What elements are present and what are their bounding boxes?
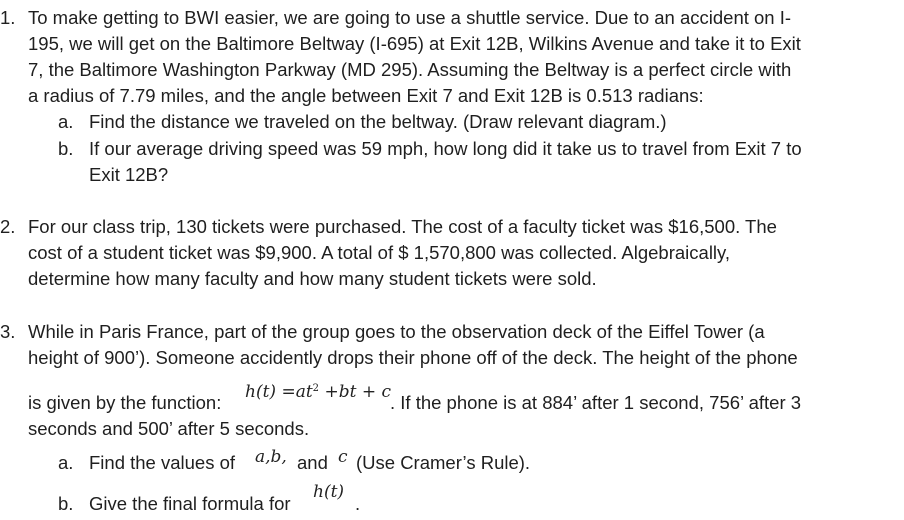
q3-a-marker: a. xyxy=(58,452,74,473)
q3-a-pre: Find the values of xyxy=(89,452,236,473)
q1-b-marker: b. xyxy=(58,138,74,159)
q1-a-marker: a. xyxy=(58,111,74,132)
q1-line-4: a radius of 7.79 miles, and the angle between Exit 7 and Exit 12B is 0.513 radians: xyxy=(28,85,704,106)
q3-line-3-post: . If the phone is at 884’ after 1 second, 756’ after 3 xyxy=(390,392,802,413)
formula-equals: = xyxy=(281,382,296,402)
q1-b-line-2: Exit 12B? xyxy=(89,164,169,185)
formula-term-1: at xyxy=(295,382,313,402)
q3-line-4: seconds and 500’ after 5 seconds. xyxy=(28,418,310,439)
formula-term-2: bt xyxy=(338,382,357,402)
q3-b-marker: b. xyxy=(58,493,74,514)
q1-b-line-1: If our average driving speed was 59 mph, how long did it take us to travel from Exit 7 to xyxy=(89,138,802,159)
q1-line-3: 7, the Baltimore Washington Parkway (MD 295). Assuming the Beltway is a perfect circle with xyxy=(28,59,792,80)
q3-a-vars: a,b, xyxy=(255,447,287,467)
q3-b-math: h(t) xyxy=(313,482,345,502)
q3-line-3-pre: is given by the function: xyxy=(28,392,222,413)
formula-plus-1: + xyxy=(324,382,339,402)
formula-lhs: h(t) xyxy=(245,382,277,402)
q3-a-and: and xyxy=(297,452,328,473)
q2-line-3: determine how many faculty and how many student tickets were sold. xyxy=(28,268,597,289)
q3-number: 3. xyxy=(0,321,16,342)
q2-line-2: cost of a student ticket was $9,900. A total of $ 1,570,800 was collected. Algebraically, xyxy=(28,242,731,263)
q3-line-2: height of 900’). Someone accidently drops their phone off of the deck. The height of the phone xyxy=(28,347,798,368)
formula-term-3: c xyxy=(381,382,392,402)
formula-plus-2: + xyxy=(361,382,377,402)
q3-line-1: While in Paris France, part of the group goes to the observation deck of the Eiffel Tower (a xyxy=(28,321,765,342)
q3-a-post: (Use Cramer’s Rule). xyxy=(356,452,531,473)
q3-a-c: c xyxy=(338,447,348,467)
formula-exponent: 2 xyxy=(312,383,320,394)
q3-b-post: . xyxy=(355,493,361,514)
q3-height-formula xyxy=(245,379,391,402)
q2-number: 2. xyxy=(0,216,16,237)
q3-b-text: Give the final formula for xyxy=(89,493,291,514)
q2-line-1: For our class trip, 130 tickets were purchased. The cost of a faculty ticket was $16,500. The xyxy=(28,216,777,237)
q1-line-1: To make getting to BWI easier, we are going to use a shuttle service. Due to an accident on I- xyxy=(28,7,792,28)
q1-line-2: 195, we will get on the Baltimore Beltway (I-695) at Exit 12B, Wilkins Avenue and take it to Exit xyxy=(28,33,801,54)
q1-number: 1. xyxy=(0,7,16,28)
q1-a-text: Find the distance we traveled on the beltway. (Draw relevant diagram.) xyxy=(89,111,667,132)
